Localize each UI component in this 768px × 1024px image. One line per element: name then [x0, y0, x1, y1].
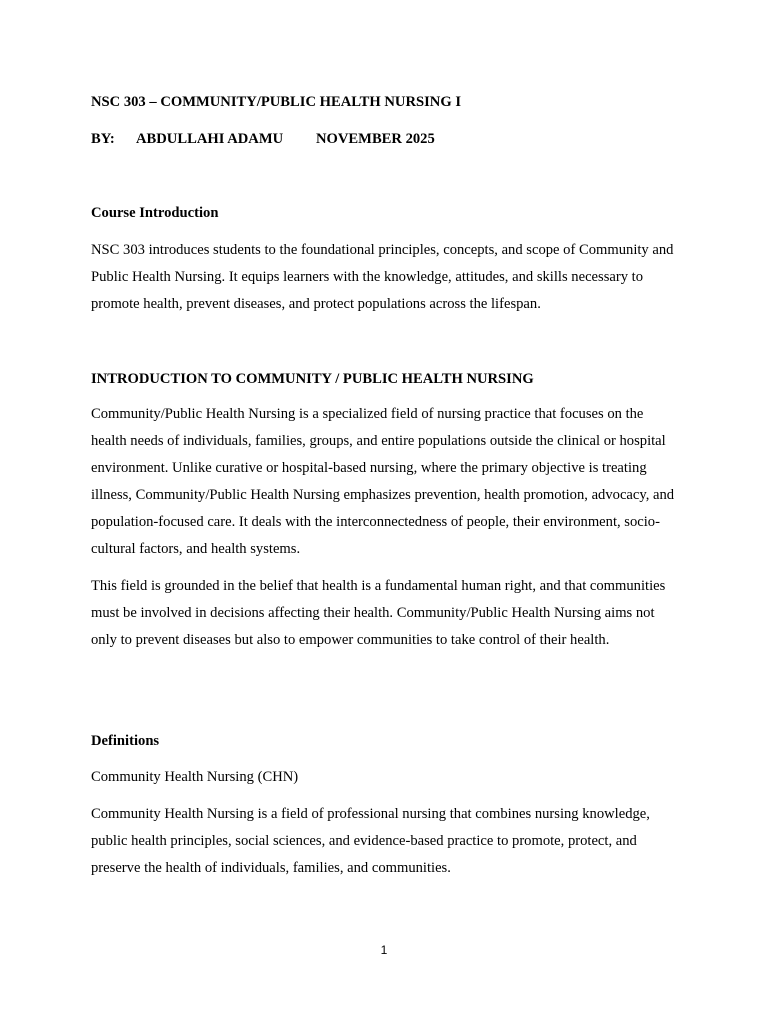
byline	[91, 129, 435, 149]
chn-definition-body: Community Health Nursing is a field of professional nursing that combines nursing knowledge, public health principles, social sciences, and evidence-based practice to promote, protect, and preserve the health of individuals, families, and communities.	[91, 806, 650, 876]
course-title: NSC 303 – COMMUNITY/PUBLIC HEALTH NURSING I	[91, 94, 462, 110]
course-intro-heading: Course Introduction	[91, 205, 219, 221]
document-date: NOVEMBER 2025	[316, 131, 435, 147]
intro-paragraph-2: This field is grounded in the belief that health is a fundamental human right, and that communities must be involved in decisions affecting their health. Community/Public Health Nursing aims not only to prevent diseases but also to empower communities to take control of their health.	[91, 578, 666, 648]
definitions-heading: Definitions	[91, 733, 160, 749]
page-number: 1	[380, 943, 388, 957]
chn-subheading: Community Health Nursing (CHN)	[91, 769, 299, 785]
intro-section-heading: INTRODUCTION TO COMMUNITY / PUBLIC HEALTH NURSING	[91, 371, 534, 387]
intro-paragraph-1: Community/Public Health Nursing is a specialized field of nursing practice that focuses on the health needs of individuals, families, groups, and entire populations outside the clinical or hospital environment. Unlike curative or hospital-based nursing, where the primary objective is treating illness, Community/Public Health Nursing emphasizes prevention, health promotion, advocacy, and population-focused care. It deals with the interconnectedness of people, their environment, socio-cultural factors, and health systems.	[91, 406, 675, 557]
course-intro-body: NSC 303 introduces students to the foundational principles, concepts, and scope of Community and Public Health Nursing. It equips learners with the knowledge, attitudes, and skills necessary to promote health, prevent diseases, and protect populations across the lifespan.	[91, 242, 674, 312]
author-name: ABDULLAHI ADAMU	[136, 131, 284, 147]
by-label: BY:	[91, 131, 115, 147]
